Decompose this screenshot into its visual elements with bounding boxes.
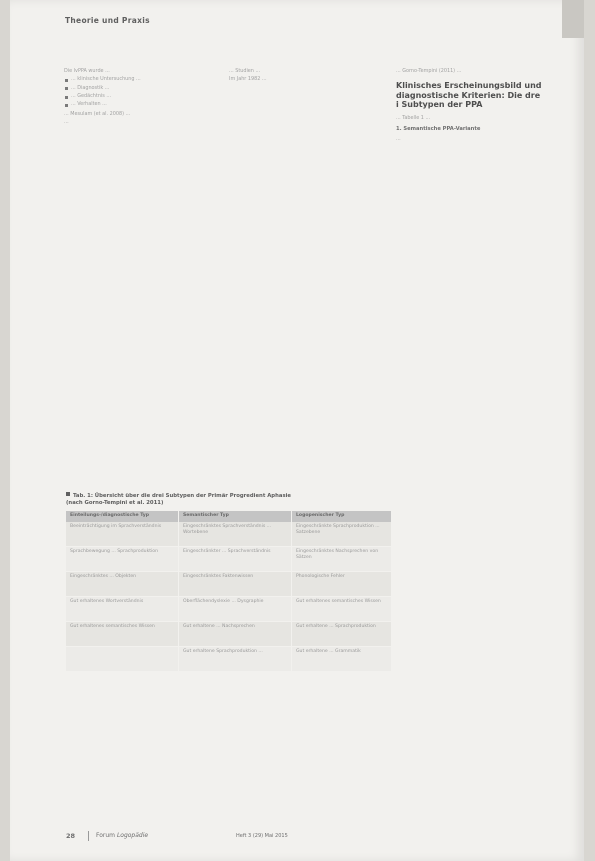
text-column-2: [229, 68, 375, 85]
table-cell: Eingeschränktes Nachsprechen von Sätzen: [292, 547, 392, 572]
table-cell: Eingeschränktes Faktenwissen: [179, 572, 292, 597]
table-cell: Eingeschränkter ... Sprachverständnis: [179, 547, 292, 572]
table-cell: Sprachbewegung ... Sprachproduktion: [66, 547, 179, 572]
col3-paragraph-2: ... Tabelle 1 ...: [396, 114, 431, 121]
table-header-cell: Logopenischer Typ: [292, 511, 392, 522]
list-item: ... Verhalten ...: [64, 101, 210, 108]
table-header-cell: Semantischer Typ: [179, 511, 292, 522]
table-header-row: [66, 511, 392, 522]
col1-intro: Die lvPPA wurde ...: [64, 68, 110, 74]
subtypes-table: [66, 511, 392, 672]
table-cell: Eingeschränktes ... Objekten: [66, 572, 179, 597]
table-caption: [66, 492, 396, 507]
table-cell: Gut erhaltenes Wortverständnis: [66, 597, 179, 622]
col1-paragraph-1: ... Mesulam (et al. 2008) ...: [64, 110, 131, 117]
table-caption-title: Tab. 1: Übersicht über die drei Subtypen der Primär Progredient Aphasie: [73, 493, 291, 499]
list-item: ... klinische Untersuchung ...: [64, 76, 210, 83]
table-cell: Beeinträchtigung im Sprachverständnis: [66, 522, 179, 547]
table-cell: [66, 647, 179, 672]
footer-divider: [88, 831, 89, 841]
col1-paragraph-2: ...: [64, 119, 69, 126]
text-column-3: [396, 68, 542, 144]
col3-paragraph-1: ... Gorno-Tempini (2011) ...: [396, 68, 462, 74]
criteria-list: [64, 76, 210, 108]
section-heading: Klinisches Erscheinungsbild und diagnostische Kriterien: Die drei Subtypen der PPA: [396, 81, 542, 110]
col2-paragraph-2: Im Jahr 1982 ...: [229, 76, 267, 83]
list-item: ... Diagnostik ...: [64, 85, 210, 92]
table-row: [66, 597, 392, 622]
table-cell: Phonologische Fehler: [292, 572, 392, 597]
table-header-cell: Einteilungs-/diagnostische Typ: [66, 511, 179, 522]
table-row: [66, 572, 392, 597]
table-row: [66, 522, 392, 547]
page-footer: [66, 832, 536, 844]
subsection-heading: 1. Semantische PPA-Variante: [396, 126, 481, 133]
section-tab-mark: [562, 0, 584, 38]
col3-paragraph-3: ...: [396, 135, 401, 142]
table-cell: Gut erhaltene Sprachproduktion ...: [179, 647, 292, 672]
table-cell: Gut erhaltene ... Sprachproduktion: [292, 622, 392, 647]
table-caption-source: (nach Gorno-Tempini et al. 2011): [66, 500, 164, 506]
table-cell: Eingeschränkte Sprachproduktion ... Satzebene: [292, 522, 392, 547]
text-column-1: [64, 68, 210, 127]
journal-name: [96, 832, 148, 839]
table-cell: Oberflächendyslexie ... Dysgraphie: [179, 597, 292, 622]
table-cell: Eingeschränktes Sprachverständnis ... Wortebene: [179, 522, 292, 547]
table-cell: Gut erhaltenes semantisches Wissen: [292, 597, 392, 622]
running-head: Theorie und Praxis: [65, 16, 150, 25]
journal-prefix: Forum: [96, 832, 117, 839]
table-row: [66, 647, 392, 672]
table-row: [66, 622, 392, 647]
document-page: [10, 0, 584, 861]
list-item: ... Gedächtnis ...: [64, 93, 210, 100]
table-cell: Gut erhaltene ... Nachsprechen: [179, 622, 292, 647]
table-row: [66, 547, 392, 572]
issue-info: Heft 3 (29) Mai 2015: [236, 832, 288, 839]
journal-brand: Logopädie: [116, 832, 149, 839]
col2-paragraph-1: ... Studien ...: [229, 68, 261, 74]
page-number: 28: [66, 832, 76, 840]
caption-square-icon: [66, 492, 70, 496]
table-cell: Gut erhaltene ... Grammatik: [292, 647, 392, 672]
table-cell: Gut erhaltenes semantisches Wissen: [66, 622, 179, 647]
